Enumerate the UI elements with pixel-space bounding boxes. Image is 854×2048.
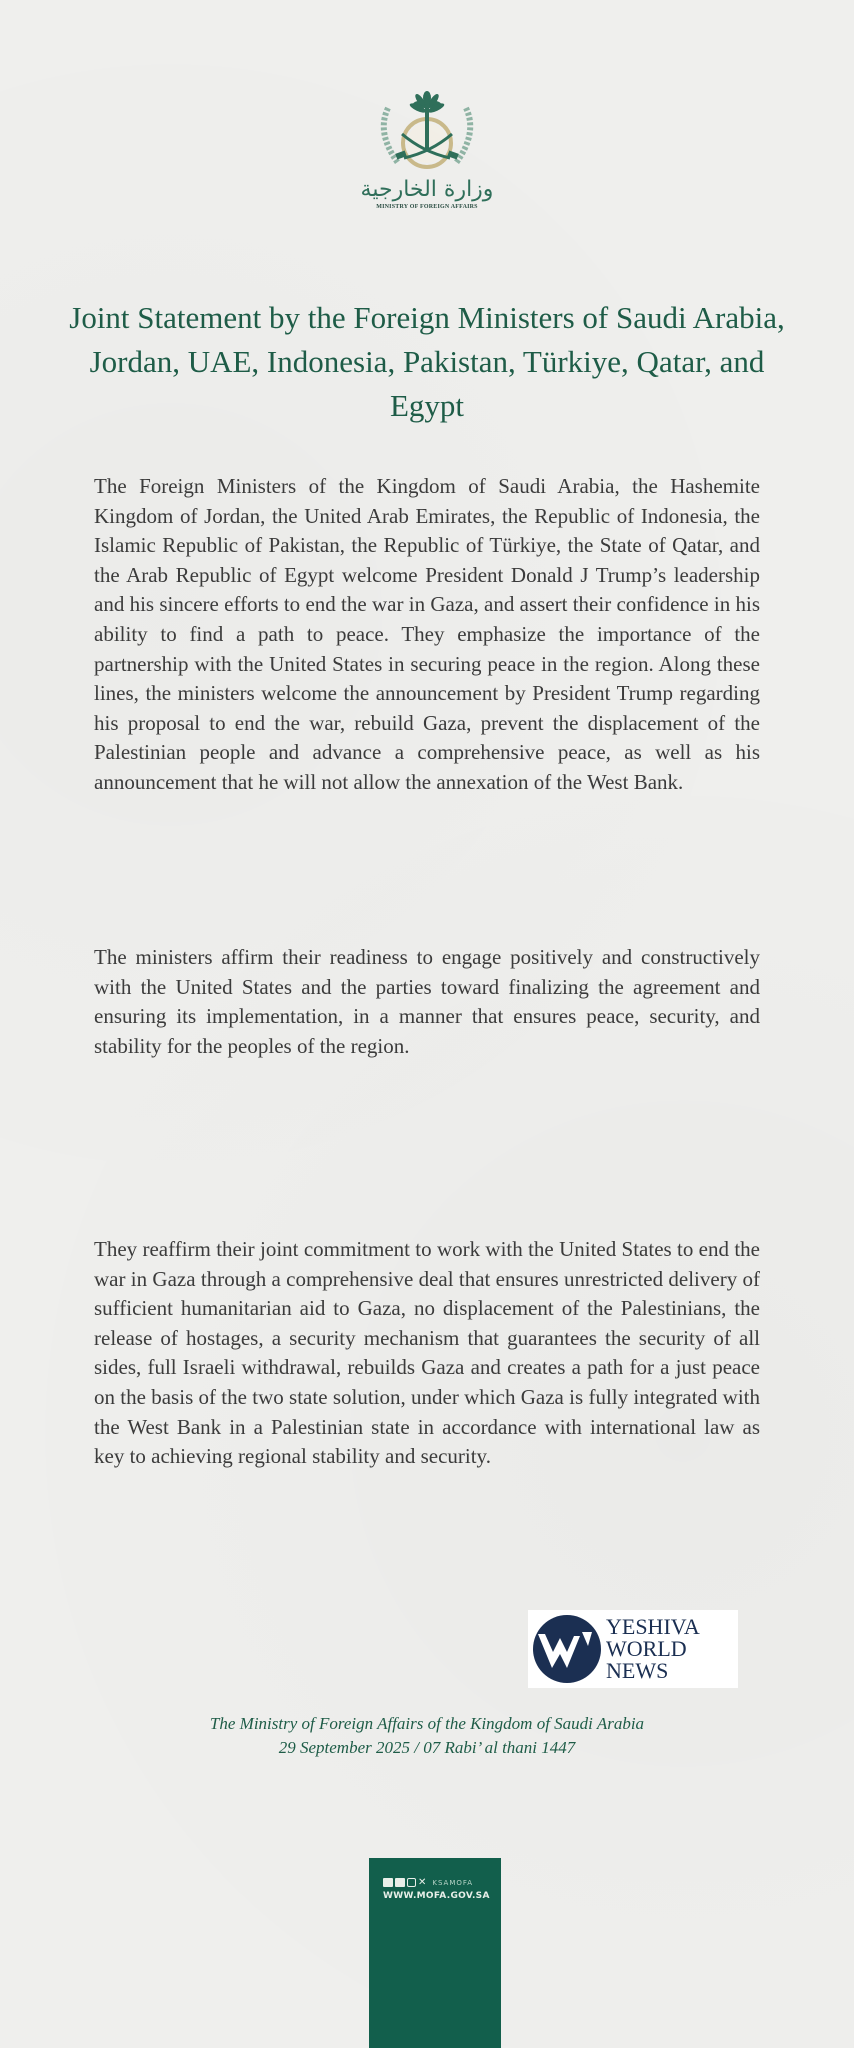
ministry-english-name: MINISTRY OF FOREIGN AFFAIRS: [376, 204, 478, 210]
yeshiva-world-news-watermark: [528, 1610, 738, 1688]
x-icon[interactable]: ✕: [418, 1877, 427, 1888]
saudi-emblem-icon: [368, 88, 486, 178]
social-links: [383, 1878, 473, 1887]
paragraph-2: The ministers affirm their readiness to engage positively and constructively with the United States and the parties toward finalizing the agreement and ensuring its implementation, in a manner that ensures peace, security, and stability for the peoples of the region.: [94, 945, 760, 1058]
signature-date: 29 September 2025 / 07 Rabi’ al thani 1447: [278, 1738, 576, 1757]
ywn-line-1: YESHIVA: [606, 1614, 700, 1639]
instagram-icon[interactable]: [407, 1878, 416, 1887]
ywn-line-2: WORLD: [606, 1636, 687, 1661]
social-handle[interactable]: KSAMOFA: [432, 1878, 474, 1887]
facebook-icon[interactable]: [395, 1878, 405, 1887]
ywn-logo-icon: [530, 1612, 604, 1686]
paragraph-3: They reaffirm their joint commitment to work with the United States to end the war in Gaza through a comprehensive deal that ensures unrestricted delivery of sufficient humanitarian aid to Gaza, no displacement of the Palestinians, the release of hostages, a security mechanism that guarantees the security of all sides, full Israeli withdrawal, rebuilds Gaza and creates a path for a just peace on the basis of the two state solution, under which Gaza is fully integrated with the West Bank in a Palestinian state in accordance with international law as key to achieving regional stability and security.: [94, 1237, 760, 1469]
paragraph-1: The Foreign Ministers of the Kingdom of Saudi Arabia, the Hashemite Kingdom of Jordan, the United Arab Emirates, the Republic of Indonesia, the Islamic Republic of Pakistan, the Republic of Türkiye, the State of Qatar, and the Arab Republic of Egypt welcome President Donald J Trump’s leadership and his sincere efforts to end the war in Gaza, and assert their confidence in his ability to find a path to peace. They emphasize the importance of the partnership with the United States in securing peace in the region. Along these lines, the ministers welcome the announcement by President Trump regarding his proposal to end the war, rebuild Gaza, prevent the displacement of the Palestinian people and advance a comprehensive peace, as well as his announcement that he will not allow the annexation of the West Bank.: [94, 474, 760, 794]
ministry-arabic-name: وزارة الخارجية: [360, 177, 494, 202]
youtube-icon[interactable]: [383, 1878, 393, 1887]
ywn-line-3: NEWS: [606, 1658, 669, 1683]
website-link[interactable]: WWW.MOFA.GOV.SA: [383, 1891, 490, 1901]
footer-bar: [369, 1858, 501, 2048]
signature-block: [80, 1712, 774, 1760]
statement-title: Joint Statement by the Foreign Ministers of Saudi Arabia, Jordan, UAE, Indonesia, Pakistan, Türkiye, Qatar, and Egypt: [69, 300, 785, 423]
signature-issuer: The Ministry of Foreign Affairs of the Kingdom of Saudi Arabia: [209, 1714, 645, 1733]
ywn-wordmark: [606, 1616, 700, 1682]
